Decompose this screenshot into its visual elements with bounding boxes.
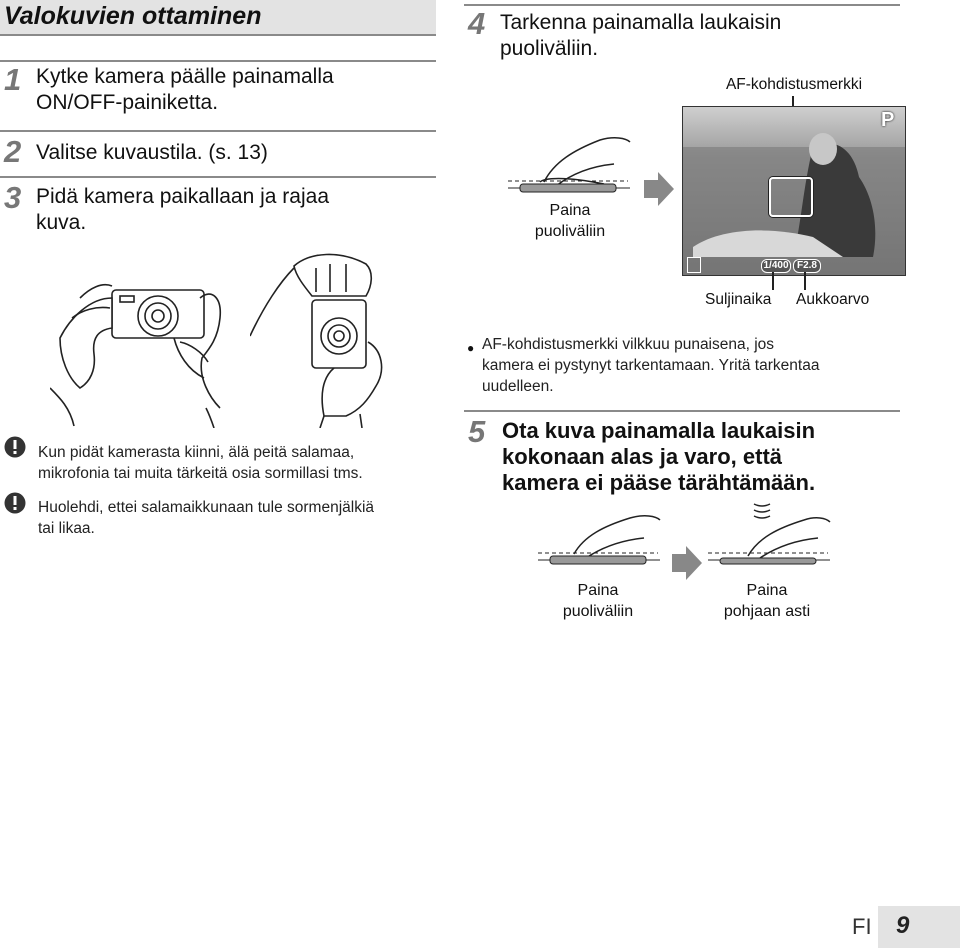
half-press-label-line-1: Paina xyxy=(577,582,619,599)
arrow-right-icon xyxy=(672,546,702,580)
step-5-line-1: Ota kuva painamalla laukaisin xyxy=(502,418,816,443)
step-4-rule xyxy=(464,4,900,6)
memory-card-icon xyxy=(687,257,701,273)
step-4-line-1: Tarkenna painamalla laukaisin xyxy=(500,11,782,34)
af-note-line-2: kamera ei pystynyt tarkentamaan. Yritä tarkentaa xyxy=(482,357,820,374)
step-1-text xyxy=(36,64,334,116)
step-2-number: 2 xyxy=(4,134,22,169)
half-press-illustration xyxy=(534,512,664,574)
half-press-label-line-2: puoliväliin xyxy=(562,603,634,620)
horizontal-grip-illustration xyxy=(50,258,240,428)
shutter-pointer-line xyxy=(772,272,774,290)
warning-1-text xyxy=(38,442,363,484)
warning-icon xyxy=(4,436,26,458)
press-half-label xyxy=(520,200,620,242)
step-5-number: 5 xyxy=(468,414,486,449)
af-marker-label: AF-kohdistusmerkki xyxy=(725,76,863,93)
shutter-label: Suljinaika xyxy=(705,291,772,308)
page-number-box xyxy=(878,906,960,948)
af-target-frame xyxy=(769,177,813,217)
warning-1-line-1: Kun pidät kamerasta kiinni, älä peitä salamaa, xyxy=(38,444,355,461)
step-2-rule xyxy=(0,130,436,132)
warning-icon xyxy=(4,492,26,514)
page-title: Valokuvien ottaminen xyxy=(4,2,262,30)
warning-1-line-2: mikrofonia tai muita tärkeitä osia sormillasi tms. xyxy=(38,465,363,482)
page-number: 9 xyxy=(896,912,910,939)
step-3-number: 3 xyxy=(4,180,22,215)
press-half-label-line-1: Paina xyxy=(549,202,591,219)
camera-screen xyxy=(682,106,906,276)
mode-indicator: P xyxy=(881,109,895,131)
title-rule xyxy=(0,34,436,36)
full-press-label xyxy=(708,580,826,622)
step-1-line-2: ON/OFF-painiketta. xyxy=(36,91,219,114)
step-3-rule xyxy=(0,176,436,178)
step-2-line-1: Valitse kuvaustila. (s. 13) xyxy=(36,141,268,164)
language-code: FI xyxy=(852,914,872,939)
full-press-label-line-2: pohjaan asti xyxy=(723,603,811,620)
step-1-number: 1 xyxy=(4,62,22,97)
step-1-rule xyxy=(0,60,436,62)
half-press-label xyxy=(548,580,648,622)
step-5-text xyxy=(502,418,815,496)
shutter-value-box: 1/400 xyxy=(761,259,791,273)
warning-2-line-1: Huolehdi, ettei salamaikkunaan tule sormenjälkiä xyxy=(38,499,375,516)
step-5-rule xyxy=(464,410,900,412)
full-press-illustration xyxy=(704,500,834,574)
warning-2-text xyxy=(38,497,374,539)
step-4-text xyxy=(500,10,781,62)
aperture-label: Aukkoarvo xyxy=(796,291,870,308)
step-1-line-1: Kytke kamera päälle painamalla xyxy=(36,65,334,88)
step-5-line-3: kamera ei pääse tärähtämään. xyxy=(502,470,816,495)
aperture-value-box: F2.8 xyxy=(793,259,821,273)
step-3-line-2: kuva. xyxy=(36,211,87,234)
step-2-text xyxy=(36,140,268,166)
af-note-line-3: uudelleen. xyxy=(482,378,554,395)
arrow-right-icon xyxy=(644,172,674,206)
aperture-pointer-line xyxy=(804,272,806,290)
half-press-illustration xyxy=(504,130,634,202)
bullet-icon: ● xyxy=(467,341,475,355)
step-4-line-2: puoliväliin. xyxy=(500,37,599,60)
step-4-number: 4 xyxy=(468,6,486,41)
vertical-grip-illustration xyxy=(250,246,390,428)
step-5-line-2: kokonaan alas ja varo, että xyxy=(502,444,783,469)
step-3-text xyxy=(36,184,329,236)
af-note-text xyxy=(482,334,819,397)
af-note-line-1: AF-kohdistusmerkki vilkkuu punaisena, jos xyxy=(482,336,775,353)
step-3-line-1: Pidä kamera paikallaan ja rajaa xyxy=(36,185,330,208)
full-press-label-line-1: Paina xyxy=(746,582,788,599)
warning-2-line-2: tai likaa. xyxy=(38,520,95,537)
press-half-label-line-2: puoliväliin xyxy=(534,223,606,240)
